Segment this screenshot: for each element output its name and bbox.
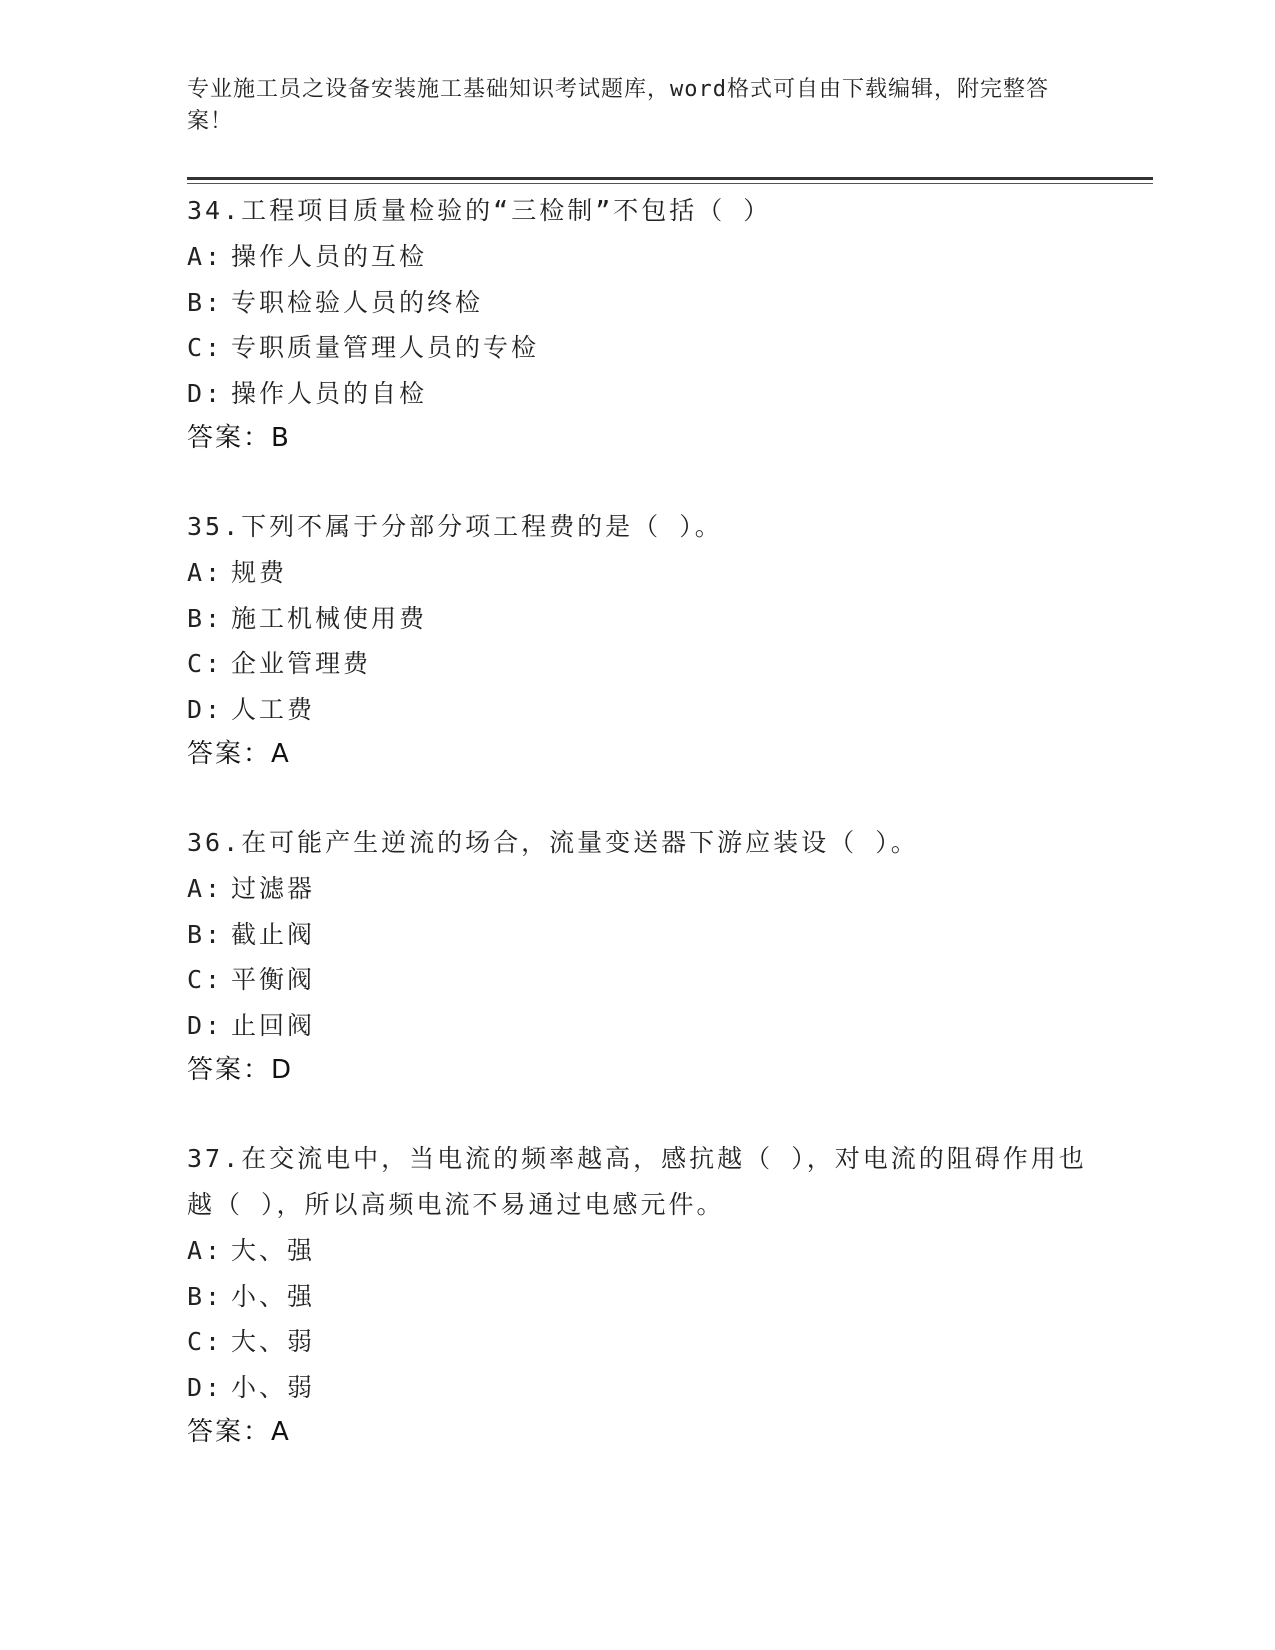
option-text: 专职质量管理人员的专检 — [231, 333, 540, 362]
option-a — [187, 550, 1087, 596]
option-b — [187, 912, 1087, 958]
option-d — [187, 687, 1087, 733]
header-rule-thin — [187, 183, 1153, 184]
option-d — [187, 1365, 1087, 1411]
option-c — [187, 957, 1087, 1003]
answer-line: 答案：A — [187, 1417, 291, 1447]
option-text: 大、弱 — [231, 1327, 316, 1356]
question-list — [187, 188, 1087, 1498]
option-text: 操作人员的自检 — [231, 378, 428, 408]
option-b — [187, 280, 1087, 326]
question-34 — [187, 188, 1087, 461]
option-text: 平衡阀 — [231, 965, 316, 994]
option-letter: D: — [187, 694, 224, 724]
header-rule-thick — [187, 177, 1153, 180]
answer-line: 答案：A — [187, 739, 291, 769]
option-letter: C: — [187, 1327, 224, 1356]
option-letter: D: — [187, 1372, 224, 1402]
option-letter: A: — [187, 558, 224, 587]
option-letter: A: — [187, 242, 224, 271]
option-letter: B: — [187, 603, 224, 633]
option-letter: A: — [187, 874, 224, 903]
option-text: 操作人员的互检 — [231, 242, 428, 271]
option-a — [187, 866, 1087, 912]
option-text: 专职检验人员的终检 — [231, 287, 484, 317]
option-text: 止回阀 — [231, 1010, 316, 1040]
option-text: 人工费 — [231, 694, 316, 724]
option-c — [187, 641, 1087, 687]
option-letter: B: — [187, 287, 224, 317]
option-letter: C: — [187, 333, 224, 362]
option-letter: B: — [187, 1281, 224, 1311]
option-a — [187, 1228, 1087, 1274]
answer-line: 答案：B — [187, 423, 291, 453]
option-letter: B: — [187, 919, 224, 949]
question-title: 36.在可能产生逆流的场合，流量变送器下游应装设（ ）。 — [187, 828, 919, 857]
option-d — [187, 371, 1087, 417]
option-text: 截止阀 — [231, 919, 316, 949]
option-c — [187, 1319, 1087, 1365]
option-d — [187, 1003, 1087, 1049]
option-letter: C: — [187, 649, 224, 678]
question-title: 35.下列不属于分部分项工程费的是（ ）。 — [187, 512, 723, 541]
option-text: 施工机械使用费 — [231, 603, 428, 633]
option-text: 大、强 — [231, 1236, 316, 1265]
question-36 — [187, 820, 1087, 1093]
option-b — [187, 596, 1087, 642]
option-text: 小、强 — [231, 1281, 316, 1311]
option-c — [187, 325, 1087, 371]
option-text: 企业管理费 — [231, 649, 372, 678]
option-letter: D: — [187, 378, 224, 408]
option-text: 过滤器 — [231, 874, 316, 903]
question-title: 37.在交流电中，当电流的频率越高，感抗越（ ），对电流的阻碍作用也越（ ），所以高频电流不易通过电感元件。 — [187, 1144, 1087, 1219]
document-header: 专业施工员之设备安装施工基础知识考试题库，word格式可自由下载编辑，附完整答案！ — [187, 77, 1049, 134]
option-b — [187, 1274, 1087, 1320]
question-title: 34.工程项目质量检验的“三检制”不包括（ ） — [187, 196, 772, 225]
option-letter: A: — [187, 1236, 224, 1265]
question-37 — [187, 1136, 1087, 1455]
option-a — [187, 234, 1087, 280]
option-letter: C: — [187, 965, 224, 994]
option-text: 小、弱 — [231, 1372, 316, 1402]
question-35 — [187, 504, 1087, 777]
option-letter: D: — [187, 1010, 224, 1040]
answer-line: 答案：D — [187, 1055, 294, 1085]
option-text: 规费 — [231, 558, 288, 587]
